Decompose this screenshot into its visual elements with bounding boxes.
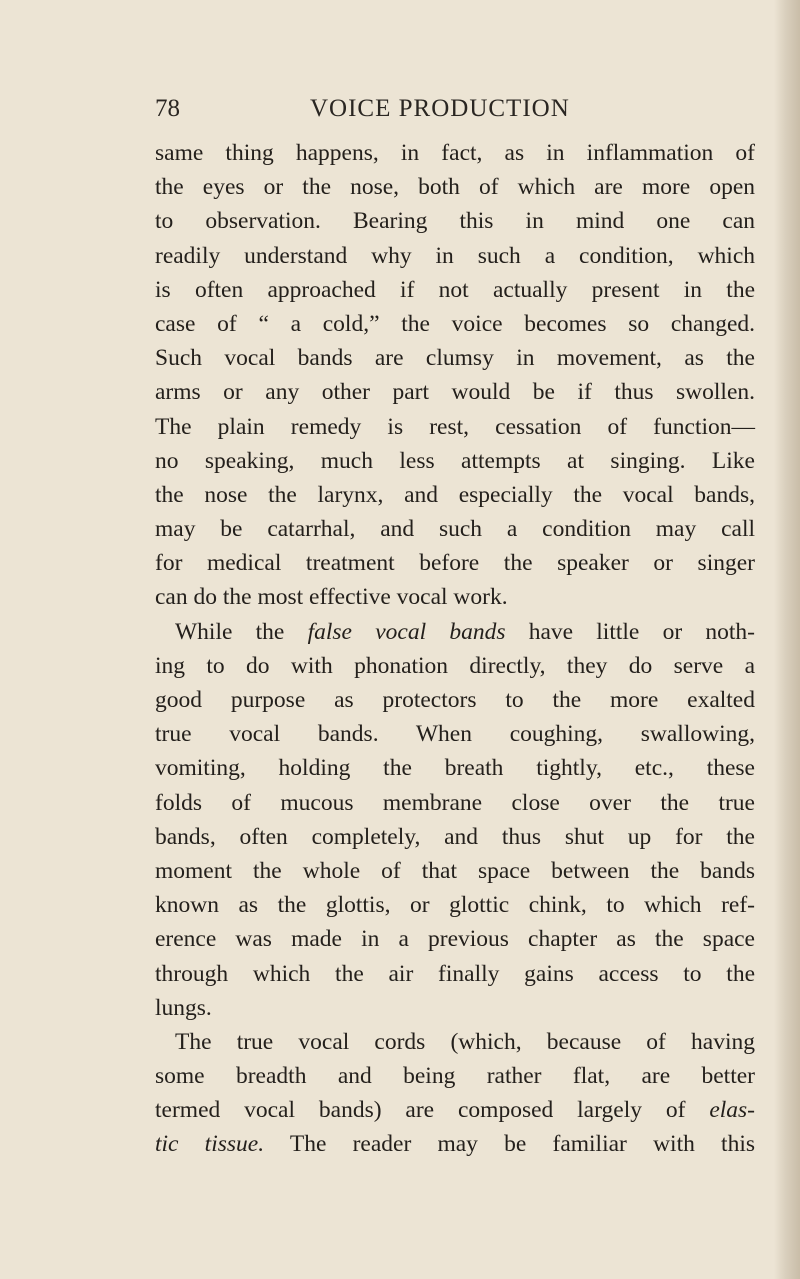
text-line: to observation. Bearing this in mind one can: [155, 208, 755, 235]
page-number: 78: [155, 95, 180, 122]
italic-term: false vocal bands: [307, 618, 506, 645]
text-line: known as the glottis, or glottic chink, to which ref-: [155, 892, 755, 919]
text-line: some breadth and being rather flat, are better: [155, 1063, 755, 1090]
text-line-paragraph-start: The true vocal cords (which, because of having: [175, 1028, 755, 1055]
text-line: ing to do with phonation directly, they do serve a: [155, 652, 755, 679]
text-line: [155, 1093, 755, 1127]
text-run: have little or noth-: [505, 618, 755, 645]
text-run: While the: [175, 618, 308, 645]
text-line-paragraph-start: [155, 615, 755, 649]
text-run: The reader may be familiar with this: [264, 1131, 755, 1158]
text-line: can do the most effective vocal work.: [155, 584, 508, 611]
text-line: Such vocal bands are clumsy in movement, as the: [155, 345, 755, 372]
page-header: [155, 89, 755, 129]
text-line: for medical treatment before the speaker or singer: [155, 550, 755, 577]
italic-term: tic tissue.: [155, 1131, 265, 1158]
text-line: The plain remedy is rest, cessation of function—: [155, 413, 755, 440]
text-line: folds of mucous membrane close over the true: [155, 789, 755, 816]
page-edge-shadow: [774, 0, 800, 1279]
text-line: same thing happens, in fact, as in inflammation of: [155, 140, 755, 166]
text-line: is often approached if not actually present in the: [155, 276, 755, 303]
text-line: bands, often completely, and thus shut up for the: [155, 823, 755, 850]
text-line: may be catarrhal, and such a condition may call: [155, 516, 755, 543]
text-line: the eyes or the nose, both of which are more open: [155, 174, 755, 201]
text-line: true vocal bands. When coughing, swallowing,: [155, 721, 755, 748]
text-line: case of “ a cold,” the voice becomes so changed.: [155, 310, 755, 337]
italic-term: elas-: [709, 1097, 755, 1124]
text-line: arms or any other part would be if thus swollen.: [155, 379, 755, 406]
text-line: readily understand why in such a condition, which: [155, 242, 755, 269]
text-line: good purpose as protectors to the more exalted: [155, 687, 755, 713]
text-line: [155, 1127, 755, 1161]
text-line: moment the whole of that space between the bands: [155, 857, 755, 884]
text-line: lungs.: [155, 994, 212, 1021]
text-line: through which the air finally gains access to the: [155, 960, 755, 987]
running-head: VOICE PRODUCTION: [310, 95, 570, 122]
text-line: vomiting, holding the breath tightly, etc., these: [155, 755, 755, 782]
text-run: termed vocal bands) are composed largely of: [155, 1097, 710, 1124]
text-line: erence was made in a previous chapter as the space: [155, 926, 755, 953]
body-text: [155, 136, 755, 1162]
text-line: no speaking, much less attempts at singing. Like: [155, 447, 755, 474]
text-line: the nose the larynx, and especially the vocal bands,: [155, 481, 755, 508]
